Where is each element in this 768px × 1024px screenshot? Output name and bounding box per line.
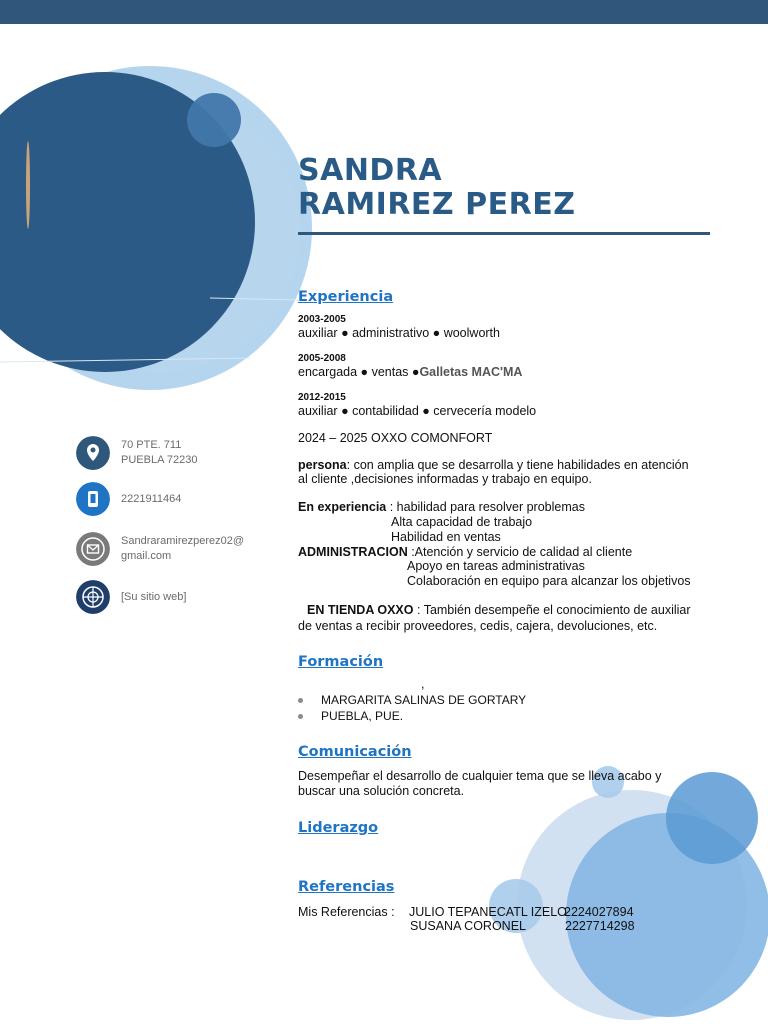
persona-label: persona xyxy=(298,458,347,472)
section-title-experiencia: Experiencia xyxy=(298,289,394,305)
administracion-text-1: :Atención y servicio de calidad al cliente xyxy=(407,545,633,559)
en-experiencia-line-2: Alta capacidad de trabajo xyxy=(391,515,533,529)
photo-placeholder-streak xyxy=(26,141,30,229)
persona-text-1: : con amplia que se desarrolla y tiene habilidades en atención xyxy=(346,458,689,472)
email-line-2[interactable]: gmail.com xyxy=(121,550,172,562)
phone-icon xyxy=(76,482,110,516)
section-title-formacion: Formación xyxy=(298,654,384,670)
tienda-oxxo-label: EN TIENDA OXXO xyxy=(307,603,414,617)
tienda-oxxo-line-1 xyxy=(307,603,691,618)
email-icon xyxy=(76,532,110,566)
job-desc-2 xyxy=(298,365,522,380)
comunicacion-line-2: buscar una solución concreta. xyxy=(298,784,465,798)
administracion-line-3: Colaboración en equipo para alcanzar los objetivos xyxy=(407,574,691,588)
email-line-1[interactable]: Sandraramirezperez02@ xyxy=(121,535,245,547)
comunicacion-line-1: Desempeñar el desarrollo de cualquier tema que se lleva acabo y xyxy=(298,769,662,783)
full-name xyxy=(298,154,575,222)
bullet-dot xyxy=(298,698,303,703)
section-title-comunicacion: Comunicación xyxy=(298,744,412,760)
job-years-1: 2003-2005 xyxy=(298,314,346,325)
formacion-comma: , xyxy=(421,677,425,691)
formacion-item-1-text: MARGARITA SALINAS DE GORTARY xyxy=(321,693,527,707)
name-first: SANDRA xyxy=(298,153,443,188)
en-experiencia-line-3: Habilidad en ventas xyxy=(391,530,501,544)
address-line-1: 70 PTE. 711 xyxy=(121,439,182,451)
administracion-line-2: Apoyo en tareas administrativas xyxy=(407,559,585,573)
small-circle-a xyxy=(666,772,758,864)
referencia-2-phone: 2227714298 xyxy=(565,919,635,933)
en-experiencia-text-1: : habilidad para resolver problemas xyxy=(386,500,585,514)
tienda-oxxo-text-1: : También desempeñe el conocimiento de auxiliar xyxy=(413,603,691,617)
globe-icon xyxy=(76,580,110,614)
section-title-referencias: Referencias xyxy=(298,879,395,895)
job-years-3: 2012-2015 xyxy=(298,392,346,403)
website-link[interactable]: [Su sitio web] xyxy=(121,591,187,603)
job-desc-1: auxiliar ● administrativo ● woolworth xyxy=(298,326,500,340)
oxxo-line: 2024 – 2025 OXXO COMONFORT xyxy=(298,431,493,445)
location-pin-icon xyxy=(76,436,110,470)
job-desc-2-text: encargada ● ventas ● xyxy=(298,365,420,379)
dark-circle-small-overlap xyxy=(187,93,241,147)
section-title-liderazgo: Liderazgo xyxy=(298,820,379,836)
name-last: RAMIREZ PEREZ xyxy=(298,187,576,222)
en-experiencia-line-1 xyxy=(298,500,585,515)
job-years-2: 2005-2008 xyxy=(298,353,346,364)
job-company-2: Galletas MAC'MA xyxy=(419,365,523,379)
persona-line-1 xyxy=(298,458,689,473)
name-underline xyxy=(298,232,710,235)
bullet-dot xyxy=(298,714,303,719)
administracion-label: ADMINISTRACION xyxy=(298,545,408,559)
tienda-oxxo-line-2: de ventas a recibir proveedores, cedis, cajera, devoluciones, etc. xyxy=(298,619,658,633)
phone-number: 2221911464 xyxy=(121,493,182,505)
administracion-line-1 xyxy=(298,545,632,560)
en-experiencia-label: En experiencia xyxy=(298,500,387,514)
referencia-1-name: JULIO TEPANECATL IZELO xyxy=(409,905,567,919)
referencia-1-phone: 2224027894 xyxy=(564,905,634,919)
formacion-item-2-text: PUEBLA, PUE. xyxy=(321,709,404,723)
referencia-2-name: SUSANA CORONEL xyxy=(410,919,527,933)
persona-line-2: al cliente ,decisiones informadas y trabajo en equipo. xyxy=(298,472,592,486)
address-line-2: PUEBLA 72230 xyxy=(121,454,198,466)
referencias-label: Mis Referencias : xyxy=(298,905,395,919)
job-desc-3: auxiliar ● contabilidad ● cervecería modelo xyxy=(298,404,537,418)
